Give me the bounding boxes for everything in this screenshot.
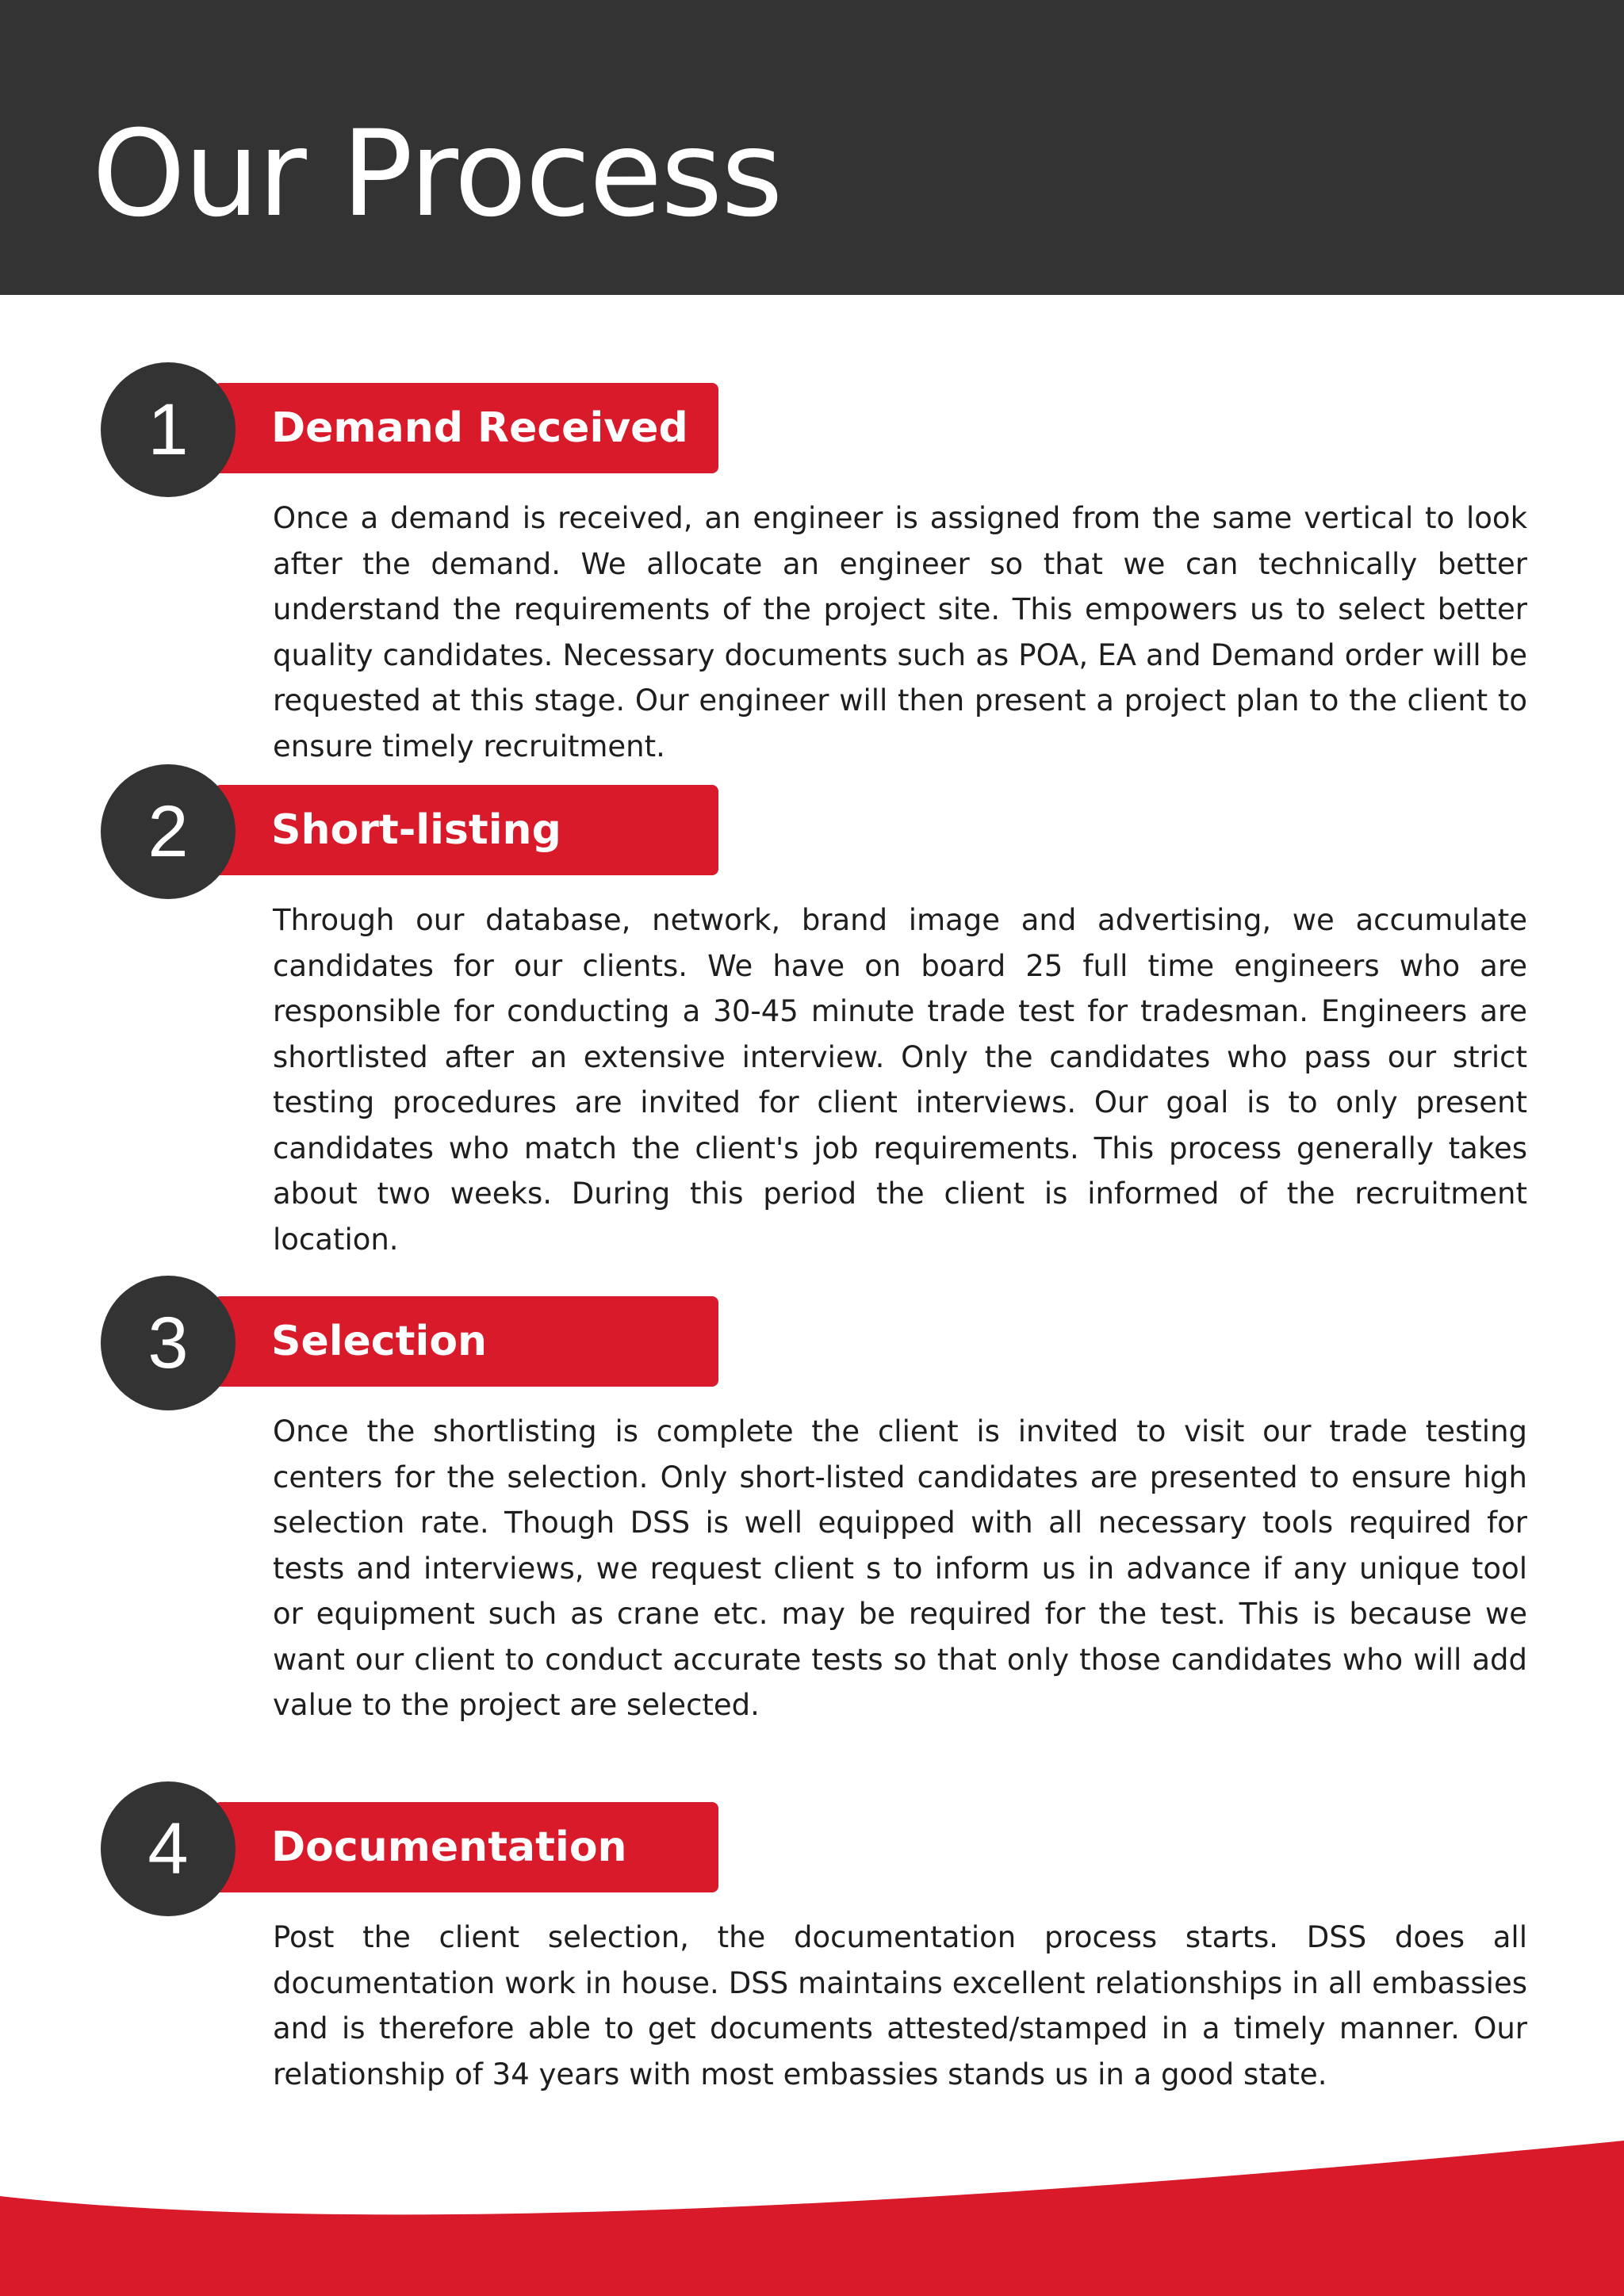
footer-wave-shape xyxy=(0,2141,1624,2296)
step-description: Once a demand is received, an engineer is assigned from the same vertical to look after the demand. We allocate an engineer so that we can technically better understand the requirements of the project site. This empowers us to select better quality candidates. Necessary documents such as POA, EA and Demand order will be requested at this stage. Our engineer will then present a project plan to the client to ensure timely recruitment. xyxy=(273,501,1527,763)
step-title: Documentation xyxy=(271,1823,627,1871)
step-title: Short-listing xyxy=(271,806,561,854)
step-description: Through our database, network, brand image and advertising, we accumulate candidates for our clients. We have on board 25 full time engineers who are responsible for conducting a 30-45 minute trade test for tradesman. Engineers are shortlisted after an extensive interview. Only the candidates who pass our strict testing procedures are invited for client interviews. Our goal is to only present candidates who match the client's job requirements. This process generally takes about two weeks. During this period the client is informed of the recruitment location. xyxy=(273,903,1527,1257)
step-number: 2 xyxy=(147,791,189,872)
step-number: 4 xyxy=(147,1808,189,1889)
step-title: Selection xyxy=(271,1318,488,1365)
step-description: Post the client selection, the documentation process starts. DSS does all documentation work in house. DSS maintains excellent relationships in all embassies and is therefore able to get documents attested/stamped in a timely manner. Our relationship of 34 years with most embassies stands us in a good state. xyxy=(273,1920,1527,2091)
header-bar xyxy=(0,0,1624,295)
step-title: Demand Received xyxy=(271,404,688,452)
footer-wave xyxy=(0,2133,1624,2296)
page-title: Our Process xyxy=(92,105,782,243)
step-number: 1 xyxy=(147,389,189,470)
step-number: 3 xyxy=(147,1303,189,1383)
step-description: Once the shortlisting is complete the client is invited to visit our trade testing centers for the selection. Only short-listed candidates are presented to ensure high selection rate. Though DSS is well equipped with all necessary tools required for tests and interviews, we request client s to inform us in advance if any unique tool or equipment such as crane etc. may be required for the test. This is because we want our client to conduct accurate tests so that only those candidates who will add value to the project are selected. xyxy=(273,1414,1527,1722)
